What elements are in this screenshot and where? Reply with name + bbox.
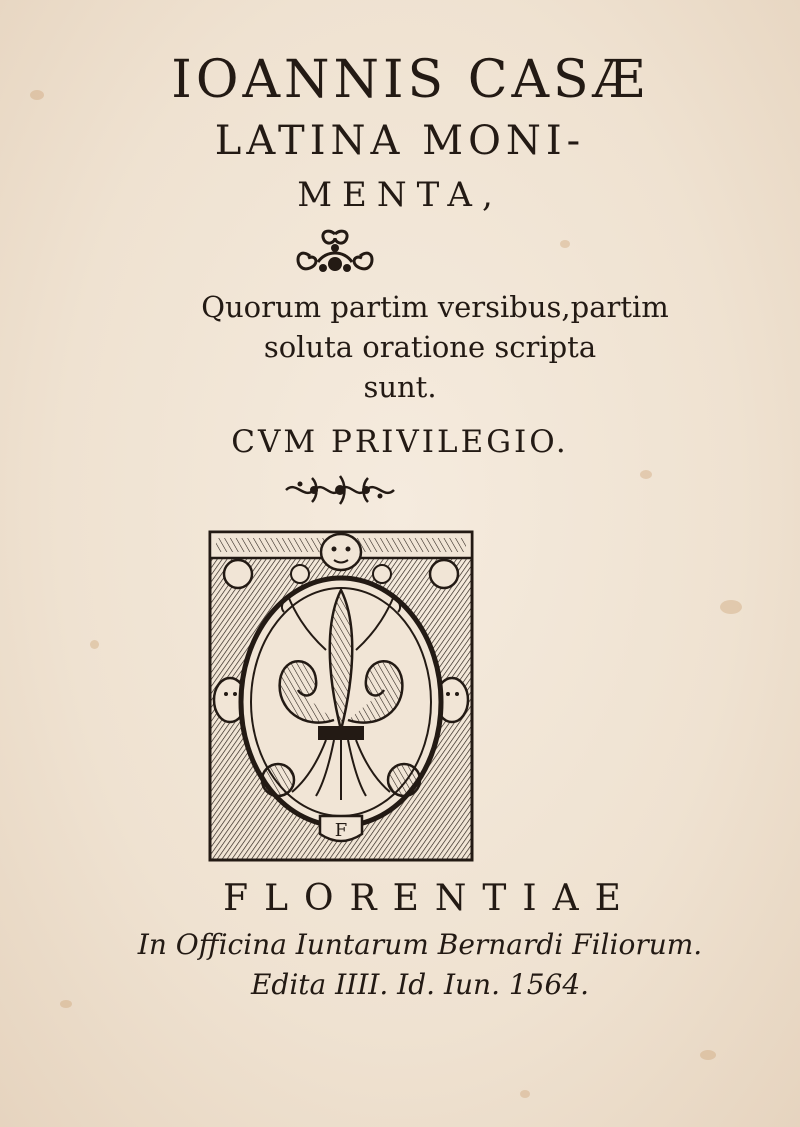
floral-band-ornament-icon	[282, 470, 398, 510]
imprint-printer: In Officina Iuntarum Bernardi Filiorum.	[137, 928, 703, 961]
printers-device-woodcut	[208, 530, 474, 862]
foxing-stain	[700, 1050, 716, 1060]
privilege-line: CVM PRIVILEGIO.	[231, 424, 569, 460]
foxing-stain	[640, 470, 652, 479]
foxing-stain	[560, 240, 570, 248]
foxing-stain	[720, 600, 742, 614]
imprint-city: FLORENTIAE	[223, 878, 637, 919]
title-line-2: MENTA,	[297, 175, 503, 215]
foxing-stain	[60, 1000, 72, 1008]
foxing-stain	[90, 640, 99, 649]
title-line-1: LATINA MONI-	[214, 118, 586, 164]
woodcut-initial: F	[334, 820, 348, 841]
subtitle-line-1: Quorum partim versibus,partim	[201, 290, 669, 324]
foxing-stain	[520, 1090, 530, 1098]
fleuron-ornament-icon	[290, 226, 380, 278]
subtitle-line-2: soluta oratione scripta	[263, 330, 597, 364]
subtitle-line-3: sunt.	[363, 370, 437, 404]
imprint-date: Edita IIII. Id. Iun. 1564.	[250, 968, 590, 1001]
author-heading: IOANNIS CASÆ	[171, 50, 649, 110]
